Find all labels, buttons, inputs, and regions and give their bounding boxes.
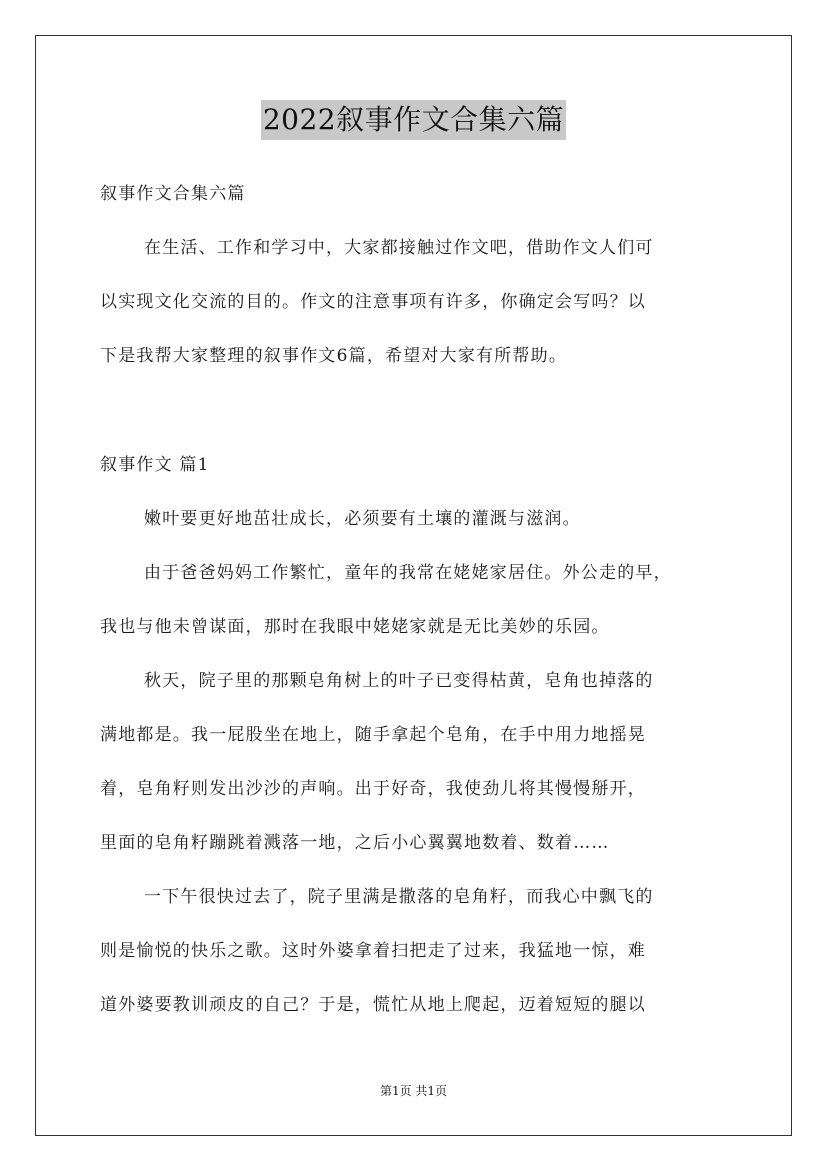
intro-line: 下是我帮大家整理的叙事作文6篇，希望对大家有所帮助。 [100, 346, 568, 366]
page-number-label: 第1页 共1页 [379, 1084, 448, 1098]
body-line: 嫩叶要更好地茁壮成长，必须要有土壤的灌溉与滋润。 [144, 509, 581, 529]
intro-heading: 叙事作文合集六篇 [100, 184, 246, 204]
document-title: 2022叙事作文合集六篇 [261, 100, 566, 140]
body-line: 一下午很快过去了，院子里满是撒落的皂角籽，而我心中飘飞的 [144, 887, 654, 907]
body-line: 由于爸爸妈妈工作繁忙，童年的我常在姥姥家居住。外公走的早， [144, 563, 672, 583]
body-line: 则是愉悦的快乐之歌。这时外婆拿着扫把走了过来，我猛地一惊，难 [100, 941, 646, 961]
intro-line: 以实现文化交流的目的。作文的注意事项有许多，你确定会写吗？以 [100, 292, 646, 312]
page-footer [0, 1083, 827, 1099]
body-line: 道外婆要教训顽皮的自己？于是，慌忙从地上爬起，迈着短短的腿以 [100, 995, 646, 1015]
body-line: 满地都是。我一屁股坐在地上，随手拿起个皂角，在手中用力地摇晃 [100, 725, 646, 745]
section-heading: 叙事作文 篇1 [100, 455, 210, 475]
title-container [0, 100, 827, 140]
body-line: 里面的皂角籽蹦跳着溅落一地，之后小心翼翼地数着、数着…… [100, 833, 610, 853]
body-line: 我也与他未曾谋面，那时在我眼中姥姥家就是无比美妙的乐园。 [100, 617, 610, 637]
body-line: 着，皂角籽则发出沙沙的声响。出于好奇，我使劲儿将其慢慢掰开， [100, 779, 646, 799]
body-line: 秋天，院子里的那颗皂角树上的叶子已变得枯黄，皂角也掉落的 [144, 671, 654, 691]
intro-line: 在生活、工作和学习中，大家都接触过作文吧，借助作文人们可 [144, 238, 654, 258]
